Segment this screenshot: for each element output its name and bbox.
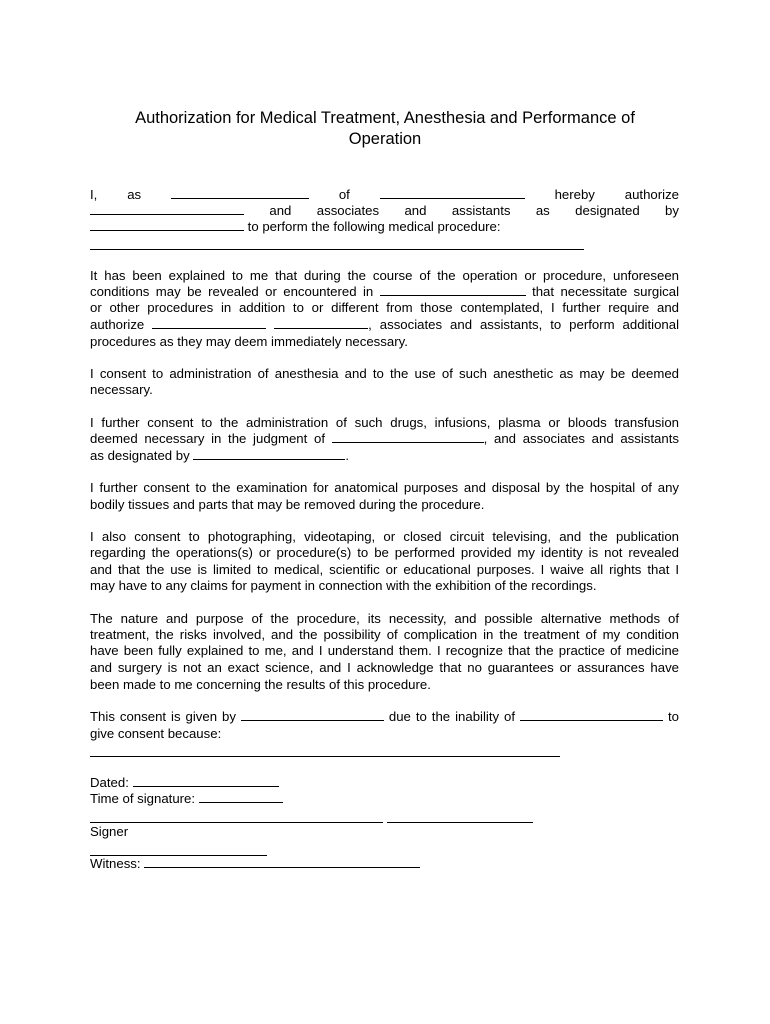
paragraph-6-line-4: may have to any claims for payment in connection with the exhibition of the recordings.	[90, 578, 597, 593]
p8-text-c: to	[667, 709, 679, 724]
inability-blank[interactable]	[520, 720, 663, 721]
given-by-blank[interactable]	[241, 720, 384, 721]
witness-row	[90, 856, 420, 872]
paragraph-7-line-2: treatment, the risks involved, and the possibility of complication in the treatment of my condition	[90, 627, 679, 642]
p4-period: .	[345, 448, 350, 463]
signer-date-blank[interactable]	[387, 822, 533, 823]
reason-blank[interactable]	[90, 756, 560, 757]
procedure-blank[interactable]	[90, 249, 584, 250]
paragraph-2-line-2	[90, 284, 679, 300]
p4-text-b: , and associates and assistants	[483, 431, 679, 446]
paragraph-7-line-4: and surgery is not an exact science, and I acknowledge that no guarantees or assurances have	[90, 660, 679, 675]
paragraph-1-line-3	[90, 219, 679, 235]
paragraph-8-line-1	[90, 709, 679, 725]
paragraph-4-line-3	[90, 448, 679, 464]
paragraph-7-line-3: have been fully explained to me, and I understand them. I recognize that the practice of medicine	[90, 643, 679, 658]
p4-text-a: deemed necessary in the judgment of	[90, 431, 325, 446]
paragraph-2-line-1: It has been explained to me that during the course of the operation or procedure, unforeseen	[90, 268, 679, 283]
paragraph-6-line-1: I also consent to photographing, videotaping, or closed circuit televising, and the publication	[90, 529, 679, 544]
dated-label: Dated:	[90, 775, 129, 790]
signer-label: Signer	[90, 824, 129, 839]
paragraph-1-line-2	[90, 203, 679, 219]
address-blank[interactable]	[380, 198, 525, 199]
paragraph-4-line-2	[90, 431, 679, 447]
word-i: I,	[90, 187, 98, 202]
p2-text-b: that necessitate surgical	[532, 284, 680, 299]
p8-text-a: This consent is given by	[90, 709, 236, 724]
dated-row	[90, 775, 279, 791]
designee-blank[interactable]	[90, 230, 244, 231]
judgment-blank[interactable]	[332, 442, 484, 443]
paragraph-5-line-1: I further consent to the examination for anatomical purposes and disposal by the hospital of any	[90, 480, 679, 495]
paragraph-1-line-1	[90, 187, 679, 203]
paragraph-6-line-3: and that the use is limited to medical, scientific or educational purposes. I waive all rights that I	[90, 562, 679, 577]
paragraph-5-line-2: bodily tissues and parts that may be removed during the procedure.	[90, 497, 485, 512]
paragraph-8-line-2: give consent because:	[90, 726, 222, 741]
paragraph-2-line-3: or other procedures in addition to or different from those contemplated, I further require and	[90, 300, 679, 315]
word-as: as	[127, 187, 142, 202]
p4-text-c: as designated by	[90, 448, 190, 463]
word-authorize: authorize	[624, 187, 680, 202]
authorize-blank-1[interactable]	[152, 328, 266, 329]
paragraph-2-line-4	[90, 317, 679, 333]
name-blank[interactable]	[171, 198, 309, 199]
time-label: Time of signature:	[90, 791, 196, 806]
procedure-text: to perform the following medical procedure:	[247, 219, 501, 234]
witness-blank[interactable]	[144, 867, 420, 868]
p2-authorize: authorize	[90, 317, 145, 332]
p8-text-b: due to the inability of	[388, 709, 516, 724]
physician-blank[interactable]	[90, 214, 244, 215]
witness-label: Witness:	[90, 856, 141, 871]
time-blank[interactable]	[199, 802, 283, 803]
p2-text-a: conditions may be revealed or encountered in	[90, 284, 374, 299]
paragraph-4-line-1: I further consent to the administration of such drugs, infusions, plasma or bloods transfusion	[90, 415, 679, 430]
title-line-1: Authorization for Medical Treatment, Anesthesia and Performance of	[135, 109, 635, 127]
paragraph-3-line-1: I consent to administration of anesthesia and to the use of such anesthetic as may be deemed	[90, 366, 679, 381]
p2-blanks-group	[152, 317, 679, 332]
dated-blank[interactable]	[133, 786, 279, 787]
word-hereby: hereby	[554, 187, 595, 202]
paragraph-6-line-2: regarding the operations(s) or procedure(s) to be performed provided my identity is not revealed	[90, 545, 679, 560]
associates-text: and associates and assistants as designated by	[269, 203, 679, 218]
signer-signature-blank[interactable]	[90, 822, 383, 823]
time-row	[90, 791, 283, 807]
paragraph-3-line-2: necessary.	[90, 382, 153, 397]
p4-judgment-group	[332, 431, 679, 446]
authorize-blank-2[interactable]	[274, 328, 368, 329]
word-of: of	[338, 187, 350, 202]
paragraph-2-line-5: procedures as they may deem immediately necessary.	[90, 334, 408, 349]
unforeseen-blank[interactable]	[380, 295, 526, 296]
paragraph-7-line-1: The nature and purpose of the procedure, its necessity, and possible alternative methods of	[90, 611, 679, 626]
paragraph-7-line-5: been made to me concerning the results of this procedure.	[90, 677, 431, 692]
p2-text-c: , associates and assistants, to perform additional	[368, 317, 679, 332]
designated-blank[interactable]	[193, 459, 345, 460]
document-title	[90, 108, 680, 150]
title-line-2: Operation	[348, 130, 422, 148]
